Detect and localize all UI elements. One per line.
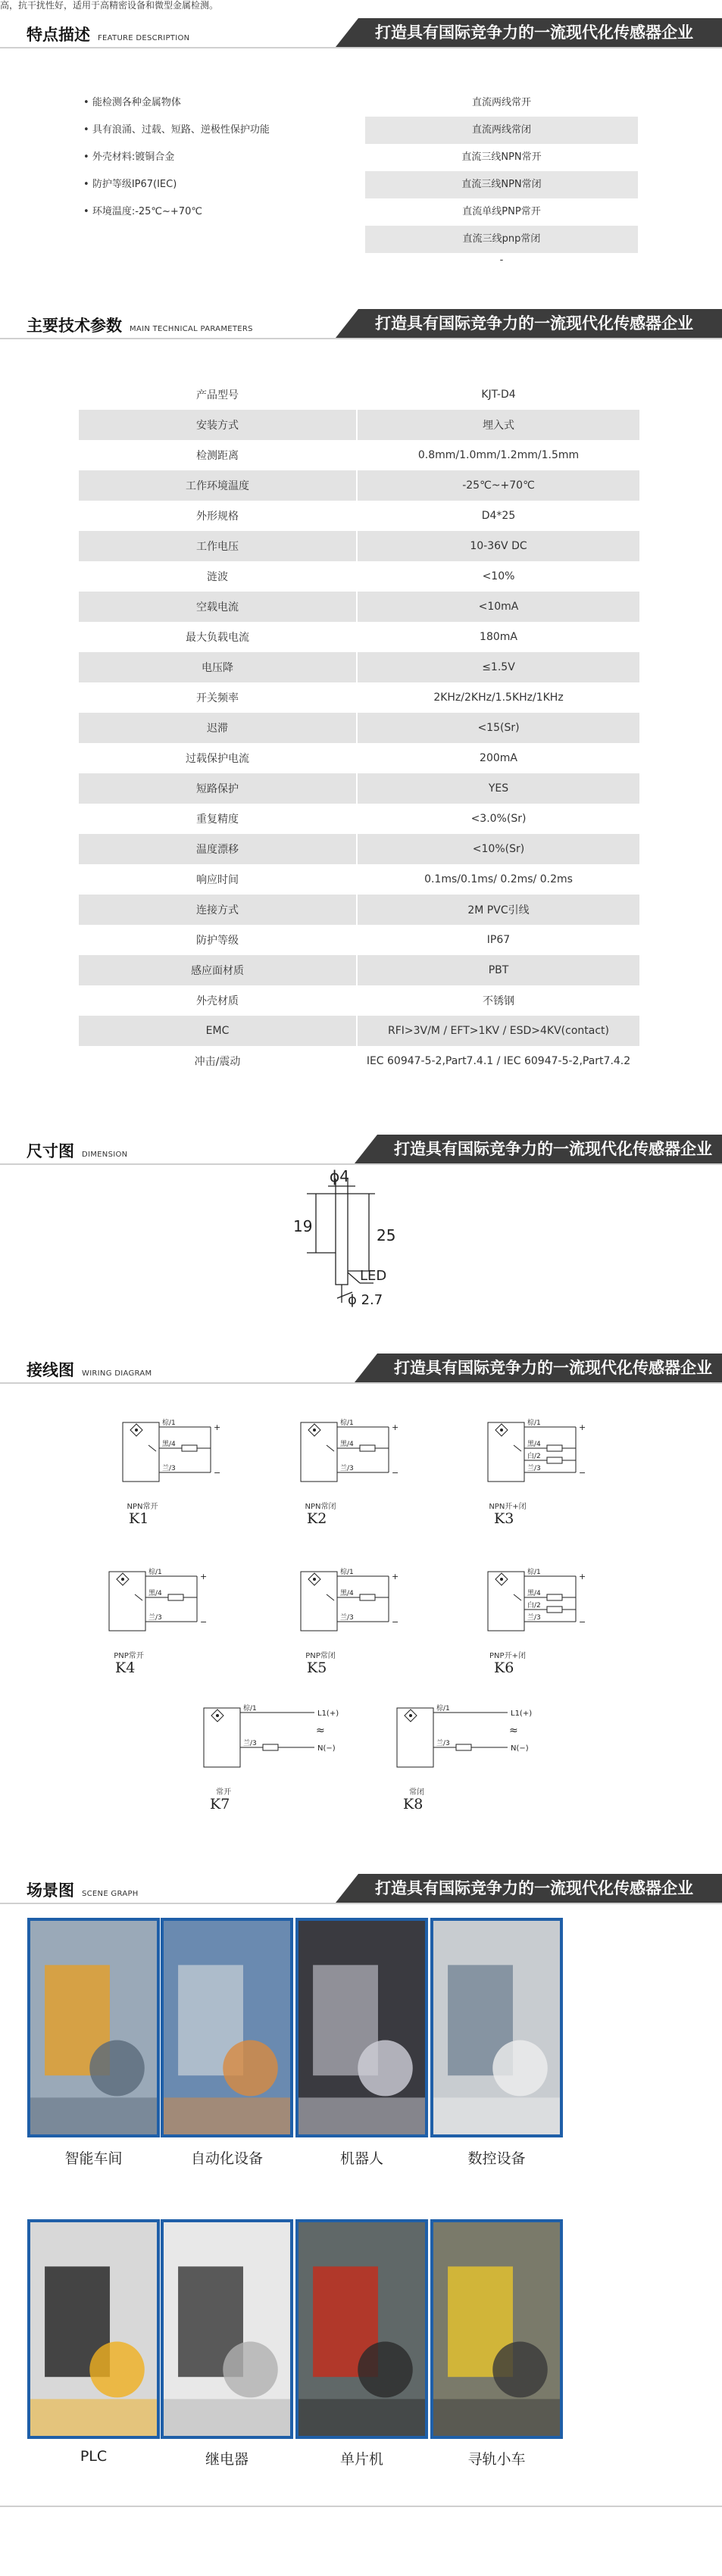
output-type-item: - <box>499 254 504 266</box>
parameter-row <box>79 743 639 773</box>
section-divider <box>0 1382 722 1384</box>
parameter-name: 开关频率 <box>196 692 239 704</box>
cnc-photo <box>430 1918 563 2137</box>
section-title-dimension: 尺寸图 DIMENSION <box>27 1142 128 1160</box>
wiring-diagram-k2 <box>298 1415 419 1501</box>
wire-label: 黑/4 <box>162 1441 176 1448</box>
wire-label: 兰/3 <box>243 1740 257 1747</box>
parameter-value: YES <box>357 773 639 804</box>
wire-label: 兰/3 <box>340 1465 354 1472</box>
l1-terminal: L1(+) <box>511 1710 533 1718</box>
section-title-features: 特点描述 FEATURE DESCRIPTION <box>27 26 190 44</box>
plus-terminal: + <box>214 1422 221 1432</box>
wiring-schematic <box>201 1700 360 1784</box>
parameter-value: RFI>3V/M / EFT>1KV / ESD>4KV(contact) <box>357 1016 639 1046</box>
dimension-led-label: LED <box>360 1268 387 1284</box>
parameter-value: 10-36V DC <box>357 531 639 561</box>
parameter-value: -25℃~+70℃ <box>357 470 639 501</box>
wire-label: 棕/1 <box>340 1569 354 1576</box>
wiring-diagram-k7 <box>201 1700 360 1787</box>
dimension-length-19: 19 <box>293 1217 313 1235</box>
parameter-row <box>79 895 639 925</box>
wire-label: 黑/4 <box>340 1441 354 1448</box>
section-banner-wiring: 打造具有国际竞争力的一流现代化传感器企业 <box>377 1354 722 1382</box>
parameter-name: 温度漂移 <box>79 834 357 864</box>
wire-label: 棕/1 <box>243 1705 257 1713</box>
minus-terminal: − <box>579 1468 586 1478</box>
wiring-schematic <box>394 1700 553 1784</box>
wire-label: 白/2 <box>527 1453 541 1460</box>
wiring-caption: PNP常闭 <box>305 1652 336 1660</box>
wire-label: 黑/4 <box>527 1590 541 1597</box>
feature-item: • 具有浪涌、过载、短路、逆极性保护功能 <box>83 117 270 144</box>
parameter-row <box>79 804 639 834</box>
plus-terminal: + <box>392 1422 399 1432</box>
wire-label: 兰/3 <box>436 1740 450 1747</box>
parameter-row <box>79 561 639 592</box>
parameter-name: 外壳材质 <box>196 995 239 1007</box>
wiring-code: K4 <box>115 1660 136 1676</box>
dimension-diameter-top: ϕ4 <box>330 1169 349 1185</box>
parameter-name: 重复精度 <box>196 813 239 826</box>
scene-caption: 继电器 <box>205 2451 248 2468</box>
wiring-schematic <box>298 1415 419 1498</box>
parameter-name: 最大负载电流 <box>186 632 249 644</box>
wiring-caption: NPN开+闭 <box>489 1503 527 1511</box>
output-type-item: 直流两线常开 <box>471 97 531 108</box>
parameter-value: 不锈钢 <box>357 985 639 1016</box>
dimension-drawing <box>284 1169 436 1313</box>
parameter-name: EMC <box>79 1016 357 1046</box>
scene-caption: 自动化设备 <box>190 2150 263 2167</box>
parameter-name: 冲击/震动 <box>194 1056 241 1068</box>
wire-label: 棕/1 <box>162 1419 176 1427</box>
section-divider <box>0 338 722 339</box>
parameter-row <box>79 501 639 531</box>
wire-label: 棕/1 <box>148 1569 162 1576</box>
parameter-value: <10%(Sr) <box>357 834 639 864</box>
minus-terminal: − <box>200 1617 208 1627</box>
parameter-name: 空载电流 <box>79 592 357 622</box>
parameter-value: 180mA <box>357 622 639 652</box>
section-banner-features: 打造具有国际竞争力的一流现代化传感器企业 <box>358 18 722 47</box>
feature-item: • 防护等级IP67(IEC) <box>83 171 270 198</box>
section-banner-params: 打造具有国际竞争力的一流现代化传感器企业 <box>358 309 722 338</box>
wiring-schematic <box>485 1564 606 1647</box>
scene-caption: 单片机 <box>339 2451 383 2468</box>
minus-terminal: − <box>392 1468 399 1478</box>
wiring-caption: NPN常开 <box>127 1503 158 1511</box>
parameter-value: PBT <box>357 955 639 985</box>
parameter-row <box>79 682 639 713</box>
plus-terminal: + <box>392 1572 399 1582</box>
section-banner-dimension: 打造具有国际竞争力的一流现代化传感器企业 <box>377 1135 722 1163</box>
parameter-value: D4*25 <box>357 501 639 531</box>
parameter-name: 迟滞 <box>79 713 357 743</box>
wire-label: 棕/1 <box>340 1419 354 1427</box>
relay-photo <box>161 2219 293 2439</box>
parameter-row <box>79 925 639 955</box>
parameter-value: ≤1.5V <box>357 652 639 682</box>
section-title-wiring: 接线图 WIRING DIAGRAM <box>27 1361 152 1379</box>
output-type-list <box>365 89 638 268</box>
parameter-name: 安装方式 <box>79 410 357 440</box>
minus-terminal: − <box>392 1617 399 1627</box>
parameter-name: 防护等级 <box>196 935 239 947</box>
plus-terminal: + <box>579 1422 586 1432</box>
parameter-row <box>79 622 639 652</box>
scene-caption: 数控设备 <box>467 2150 526 2167</box>
wire-label: 黑/4 <box>148 1590 162 1597</box>
parameter-value: 200mA <box>357 743 639 773</box>
parameter-row <box>79 773 639 804</box>
wire-label: 兰/3 <box>340 1614 354 1622</box>
automation-photo <box>161 1918 293 2137</box>
parameter-name: 工作环境温度 <box>79 470 357 501</box>
n-terminal: N(−) <box>511 1744 529 1753</box>
parameter-value: <15(Sr) <box>357 713 639 743</box>
wiring-code: K7 <box>210 1796 230 1813</box>
workshop-photo <box>27 1918 160 2137</box>
mcu-photo <box>295 2219 428 2439</box>
parameter-name: 涟波 <box>207 571 228 583</box>
wiring-code: K8 <box>403 1796 424 1813</box>
parameter-row <box>79 440 639 470</box>
output-type-item: 直流三线NPN常开 <box>461 151 542 163</box>
parameter-name: 产品型号 <box>196 389 239 401</box>
parameter-value: 埋入式 <box>357 410 639 440</box>
ac-symbol: ≈ <box>316 1725 325 1737</box>
parameter-name: 电压降 <box>79 652 357 682</box>
wiring-code: K1 <box>129 1510 149 1527</box>
parameter-row <box>79 470 639 501</box>
section-title-scene: 场景图 SCENE GRAPH <box>27 1881 139 1900</box>
l1-terminal: L1(+) <box>317 1710 339 1718</box>
output-type-item: 直流单线PNP常开 <box>462 206 541 217</box>
wire-label: 白/2 <box>527 1602 541 1610</box>
plus-terminal: + <box>200 1572 208 1582</box>
parameter-row <box>79 713 639 743</box>
parameter-row <box>79 834 639 864</box>
section-banner-scene: 打造具有国际竞争力的一流现代化传感器企业 <box>358 1874 722 1903</box>
feature-item: • 能检测各种金属物体 <box>83 89 270 117</box>
footer-divider <box>0 2506 722 2507</box>
feature-item: • 环境温度:-25℃~+70℃ <box>83 198 270 226</box>
wiring-code: K5 <box>307 1660 327 1676</box>
wiring-schematic <box>106 1564 227 1647</box>
wiring-diagram-k3 <box>485 1415 606 1501</box>
parameter-row <box>79 379 639 410</box>
parameter-table <box>79 379 639 1076</box>
wiring-code: K3 <box>494 1510 514 1527</box>
output-type-item: 直流三线NPN常闭 <box>365 171 638 198</box>
output-type-item: 直流两线常闭 <box>365 117 638 144</box>
parameter-value: <3.0%(Sr) <box>357 804 639 834</box>
section-divider <box>0 1903 722 1904</box>
n-terminal: N(−) <box>317 1744 336 1753</box>
wiring-caption: PNP开+闭 <box>489 1652 526 1660</box>
wire-label: 兰/3 <box>162 1465 176 1472</box>
scene-caption: 机器人 <box>339 2150 383 2167</box>
parameter-row <box>79 985 639 1016</box>
parameter-name: 感应面材质 <box>79 955 357 985</box>
scene-caption: 寻轨小车 <box>467 2451 526 2468</box>
parameter-name: 外形规格 <box>196 511 239 523</box>
wiring-diagram-k6 <box>485 1564 606 1650</box>
output-type-item: 直流三线pnp常闭 <box>365 226 638 253</box>
section-divider <box>0 1163 722 1165</box>
parameter-value: KJT-D4 <box>357 379 639 410</box>
wiring-diagram-k5 <box>298 1564 419 1650</box>
section-divider <box>0 47 722 48</box>
wiring-diagram-k1 <box>120 1415 241 1501</box>
wiring-code: K6 <box>494 1660 514 1676</box>
wiring-caption: 常闭 <box>409 1788 424 1797</box>
wire-label: 棕/1 <box>527 1419 541 1427</box>
parameter-value: 2M PVC引线 <box>357 895 639 925</box>
parameter-row <box>79 531 639 561</box>
car-photo <box>430 2219 563 2439</box>
wire-label: 棕/1 <box>527 1569 541 1576</box>
wire-label: 棕/1 <box>436 1705 450 1713</box>
parameter-name: 检测距离 <box>196 450 239 462</box>
parameter-name: 工作电压 <box>79 531 357 561</box>
feature-list <box>83 89 270 226</box>
parameter-name: 短路保护 <box>79 773 357 804</box>
intro-text: 高，抗干扰性好，适用于高精密设备和微型金属检测。 <box>0 0 219 11</box>
parameter-value: <10mA <box>357 592 639 622</box>
parameter-value: 2KHz/2KHz/1.5KHz/1KHz <box>357 682 639 713</box>
parameter-value: 0.8mm/1.0mm/1.2mm/1.5mm <box>357 440 639 470</box>
wiring-caption: NPN常闭 <box>305 1503 336 1511</box>
wiring-diagram-k8 <box>394 1700 553 1787</box>
parameter-row <box>79 410 639 440</box>
parameter-row <box>79 955 639 985</box>
parameter-value: 0.1ms/0.1ms/ 0.2ms/ 0.2ms <box>357 864 639 895</box>
wire-label: 兰/3 <box>527 1614 541 1622</box>
scene-caption: PLC <box>80 2448 108 2465</box>
wiring-caption: PNP常开 <box>114 1652 144 1660</box>
robot-photo <box>295 1918 428 2137</box>
parameter-row <box>79 864 639 895</box>
wire-label: 兰/3 <box>527 1465 541 1472</box>
parameter-row <box>79 1016 639 1046</box>
wiring-schematic <box>120 1415 241 1498</box>
plc-photo <box>27 2219 160 2439</box>
feature-item: • 外壳材料:镀铜合金 <box>83 144 270 171</box>
wiring-caption: 常开 <box>216 1788 231 1797</box>
parameter-row <box>79 1046 639 1076</box>
minus-terminal: − <box>579 1617 586 1627</box>
parameter-value: <10% <box>357 561 639 592</box>
parameter-name: 过载保护电流 <box>186 753 249 765</box>
plus-terminal: + <box>579 1572 586 1582</box>
wire-label: 兰/3 <box>148 1614 162 1622</box>
wiring-diagram-k4 <box>106 1564 227 1650</box>
wire-label: 黑/4 <box>527 1441 541 1448</box>
wiring-schematic <box>485 1415 606 1498</box>
wiring-code: K2 <box>307 1510 327 1527</box>
dimension-length-25: 25 <box>377 1226 396 1244</box>
minus-terminal: − <box>214 1468 221 1478</box>
parameter-row <box>79 652 639 682</box>
wiring-schematic <box>298 1564 419 1647</box>
parameter-name: 响应时间 <box>196 874 239 886</box>
dimension-diameter-bottom: ϕ 2.7 <box>348 1292 383 1308</box>
parameter-name: 连接方式 <box>79 895 357 925</box>
wire-label: 黑/4 <box>340 1590 354 1597</box>
section-title-params: 主要技术参数 MAIN TECHNICAL PARAMETERS <box>27 317 253 335</box>
ac-symbol: ≈ <box>509 1725 518 1737</box>
parameter-value: IEC 60947-5-2,Part7.4.1 / IEC 60947-5-2,Part7.4.2 <box>357 1046 639 1076</box>
scene-caption: 智能车间 <box>64 2150 123 2167</box>
parameter-value: IP67 <box>357 925 639 955</box>
parameter-row <box>79 592 639 622</box>
